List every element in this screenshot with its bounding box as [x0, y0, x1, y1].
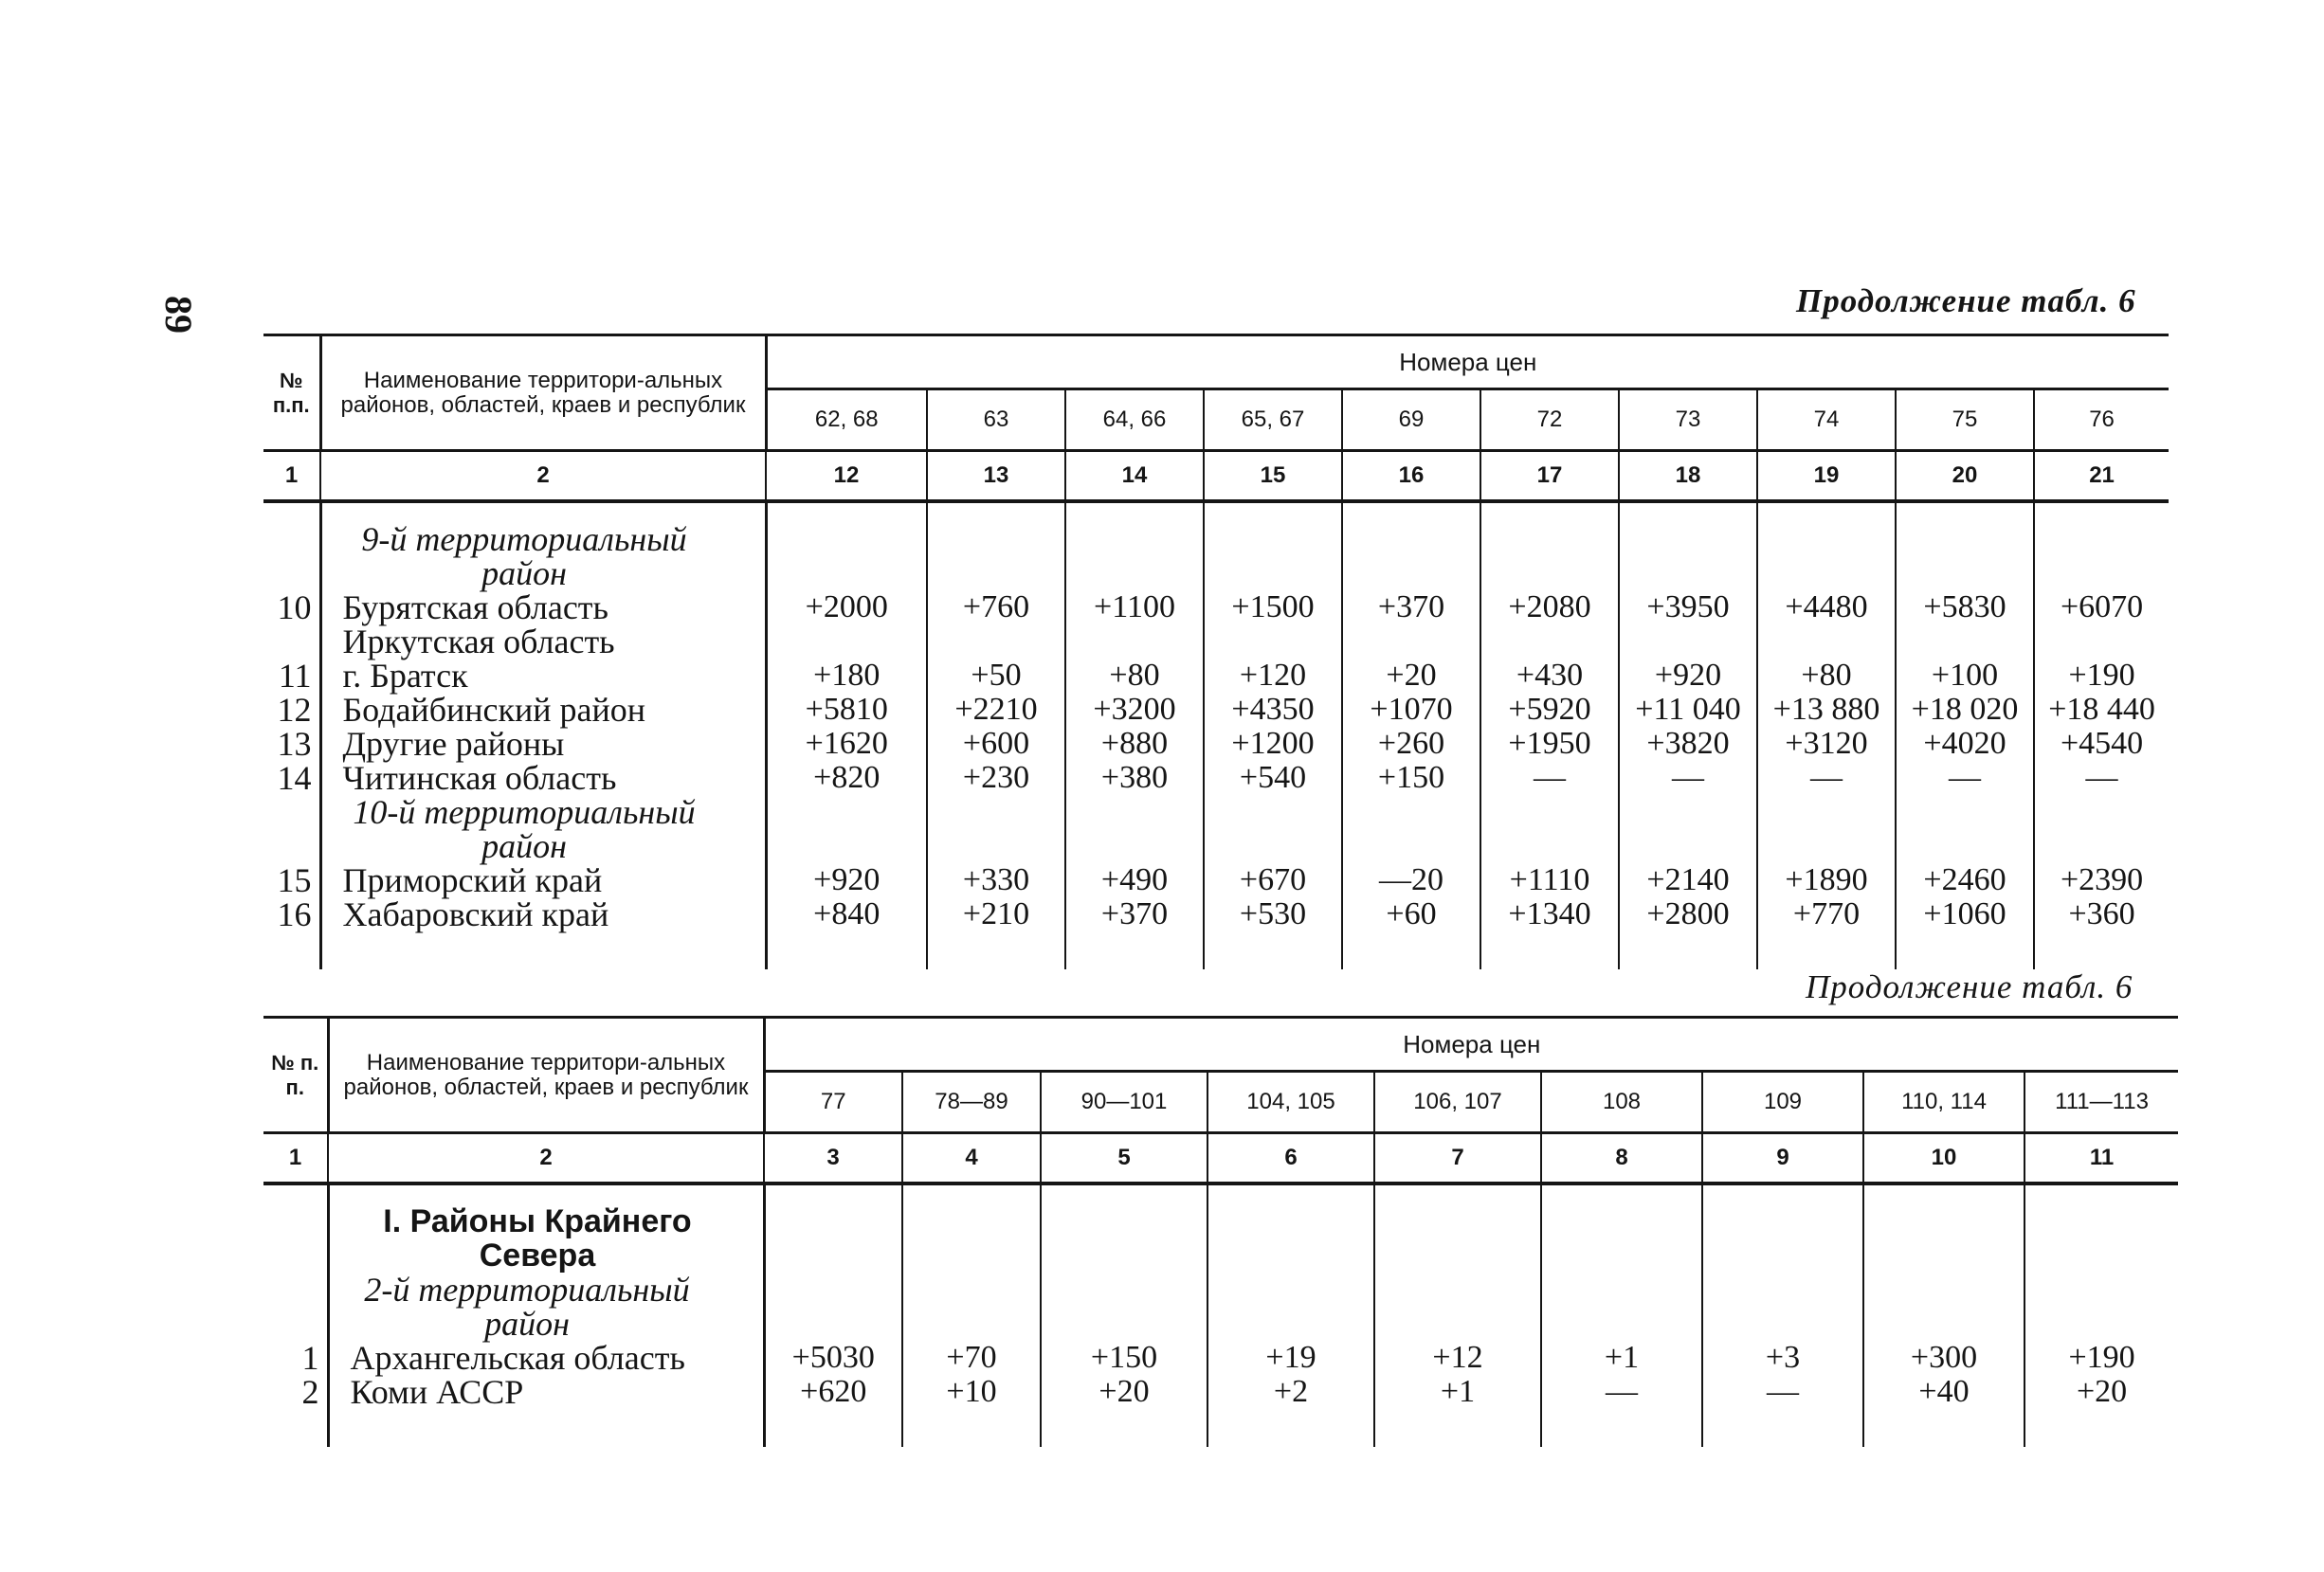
value-cell: —	[1480, 761, 1619, 795]
value-cell: +150	[1342, 761, 1480, 795]
table-caption: Продолжение табл. 6	[1806, 968, 2133, 1005]
value-cell: +3120	[1757, 727, 1896, 761]
value-cell: +60	[1342, 897, 1480, 931]
value-cell: —	[1757, 761, 1896, 795]
value-cell	[1374, 1204, 1541, 1273]
spacer-cell	[764, 1184, 902, 1204]
value-cell: +540	[1204, 761, 1342, 795]
spacer-cell	[1204, 501, 1342, 522]
value-cell: +6070	[2060, 589, 2144, 624]
value-cell: +920	[766, 863, 927, 897]
value-cell	[927, 795, 1065, 863]
value-cell: +190	[2068, 658, 2135, 693]
spacer-cell	[328, 1184, 764, 1204]
value-cell: +2390	[2060, 862, 2144, 897]
index-cell: 21	[2034, 451, 2169, 502]
value-cell: +530	[1204, 897, 1342, 931]
value-cell	[2034, 795, 2169, 863]
table-row	[263, 1341, 2178, 1375]
value-cell: +180	[766, 659, 927, 693]
spacer-cell	[320, 501, 766, 522]
value-cell	[1342, 795, 1480, 863]
row-number: 13	[263, 727, 320, 761]
value-cell: +3950	[1619, 590, 1757, 624]
section-heading: 9-й территориальный район	[320, 522, 766, 590]
table-row	[263, 727, 2169, 761]
column-header: 77	[764, 1072, 902, 1133]
spacer-cell	[1863, 1409, 2024, 1447]
value-cell	[1863, 1273, 2024, 1341]
value-cell: +760	[927, 590, 1065, 624]
spacer-cell	[766, 501, 927, 522]
spacer-cell	[1896, 931, 2034, 969]
value-cell	[1863, 1204, 2024, 1273]
table-row	[263, 590, 2169, 624]
column-header: 109	[1702, 1072, 1863, 1133]
table-row	[263, 659, 2169, 693]
index-cell: 14	[1065, 451, 1204, 502]
value-cell: +2210	[927, 693, 1065, 727]
value-cell	[1757, 624, 1896, 659]
row-number	[263, 624, 320, 659]
spacer-cell	[1041, 1409, 1207, 1447]
value-cell: +13 880	[1757, 693, 1896, 727]
section-heading: I. Районы Крайнего Севера	[328, 1204, 764, 1273]
value-cell	[1896, 795, 2034, 863]
table-row	[263, 761, 2169, 795]
value-cell	[1065, 522, 1204, 590]
spacer-cell	[1619, 501, 1757, 522]
value-cell	[902, 1273, 1041, 1341]
region-name: Другие районы	[320, 727, 766, 761]
value-cell	[1480, 795, 1619, 863]
column-header: 73	[1619, 389, 1757, 451]
value-cell	[2034, 624, 2169, 659]
spacer-cell	[263, 931, 320, 969]
section-heading: 2-й территориальный район	[328, 1273, 764, 1341]
index-cell: 13	[927, 451, 1065, 502]
index-cell: 15	[1204, 451, 1342, 502]
row-number: 15	[263, 863, 320, 897]
region-name: Бурятская область	[320, 590, 766, 624]
column-header: 106, 107	[1374, 1072, 1541, 1133]
spacer-cell	[902, 1409, 1041, 1447]
price-table	[263, 1016, 2178, 1447]
value-cell: +12	[1374, 1341, 1541, 1375]
value-cell: +20	[1041, 1375, 1207, 1409]
column-header: 90—101	[1041, 1072, 1207, 1133]
spacer-cell	[766, 931, 927, 969]
spacer-cell	[263, 1184, 328, 1204]
spacer-cell	[1065, 501, 1204, 522]
value-cell: +18 020	[1896, 693, 2034, 727]
value-cell: +20	[2076, 1374, 2128, 1409]
row-number	[263, 522, 320, 590]
value-cell	[1541, 1204, 1702, 1273]
value-cell: +360	[2068, 896, 2135, 931]
value-cell: —	[1619, 761, 1757, 795]
value-cell: —	[1896, 761, 2034, 795]
spacer-cell	[927, 501, 1065, 522]
region-name: Хабаровский край	[320, 897, 766, 931]
spacer-cell	[927, 931, 1065, 969]
value-cell: +70	[902, 1341, 1041, 1375]
spacer-cell	[1541, 1184, 1702, 1204]
row-number: 14	[263, 761, 320, 795]
index-cell: 3	[764, 1133, 902, 1184]
spacer-cell	[1342, 501, 1480, 522]
region-name: Иркутская область	[320, 624, 766, 659]
column-header: 104, 105	[1207, 1072, 1374, 1133]
value-cell	[2024, 1273, 2178, 1341]
value-cell	[902, 1204, 1041, 1273]
header-group: Номера цен	[764, 1018, 2178, 1072]
region-name: Коми АССР	[328, 1375, 764, 1409]
index-cell: 19	[1757, 451, 1896, 502]
index-cell: 12	[766, 451, 927, 502]
value-cell	[1374, 1273, 1541, 1341]
value-cell: +2	[1207, 1375, 1374, 1409]
value-cell: +100	[1896, 659, 2034, 693]
value-cell: +2080	[1480, 590, 1619, 624]
value-cell: +1340	[1480, 897, 1619, 931]
index-cell: 16	[1342, 451, 1480, 502]
value-cell: +3	[1702, 1341, 1863, 1375]
value-cell: +230	[927, 761, 1065, 795]
value-cell: +190	[2068, 1340, 2135, 1375]
value-cell	[1065, 795, 1204, 863]
header-num: № п.п.	[263, 335, 320, 451]
value-cell: +80	[1065, 659, 1204, 693]
table-row	[263, 863, 2169, 897]
column-header: 65, 67	[1204, 389, 1342, 451]
value-cell	[2024, 1204, 2178, 1273]
value-cell: +820	[766, 761, 927, 795]
value-cell: +20	[1342, 659, 1480, 693]
spacer-cell	[2024, 1409, 2178, 1447]
value-cell: +18 440	[2048, 692, 2155, 727]
value-cell	[1619, 624, 1757, 659]
spacer-cell	[1757, 931, 1896, 969]
row-number	[263, 1273, 328, 1341]
value-cell: +300	[1863, 1341, 2024, 1375]
value-cell: +40	[1863, 1375, 2024, 1409]
spacer-cell	[1863, 1184, 2024, 1204]
value-cell: +5810	[766, 693, 927, 727]
index-cell: 20	[1896, 451, 2034, 502]
table-row	[263, 522, 2169, 590]
index-cell: 2	[320, 451, 766, 502]
value-cell	[1896, 522, 2034, 590]
value-cell	[927, 522, 1065, 590]
column-header: 63	[927, 389, 1065, 451]
region-name: Читинская область	[320, 761, 766, 795]
spacer-cell	[2024, 1184, 2178, 1204]
spacer-cell	[1541, 1409, 1702, 1447]
value-cell	[1204, 522, 1342, 590]
value-cell	[927, 624, 1065, 659]
column-header: 75	[1896, 389, 2034, 451]
value-cell: +1	[1374, 1375, 1541, 1409]
index-cell: 4	[902, 1133, 1041, 1184]
spacer-cell	[764, 1409, 902, 1447]
value-cell: +330	[927, 863, 1065, 897]
region-name: Архангельская область	[328, 1341, 764, 1375]
index-cell: 8	[1541, 1133, 1702, 1184]
value-cell	[1619, 522, 1757, 590]
value-cell: +150	[1041, 1341, 1207, 1375]
value-cell: +770	[1757, 897, 1896, 931]
row-number: 16	[263, 897, 320, 931]
value-cell	[1065, 624, 1204, 659]
table-row	[263, 624, 2169, 659]
index-cell: 2	[328, 1133, 764, 1184]
value-cell	[1757, 795, 1896, 863]
header-name: Наименование территори-альных районов, областей, краев и республик	[328, 1018, 764, 1133]
value-cell: +2000	[766, 590, 927, 624]
table-row	[263, 693, 2169, 727]
region-name: Бодайбинский район	[320, 693, 766, 727]
spacer-cell	[1342, 931, 1480, 969]
value-cell	[1204, 624, 1342, 659]
value-cell: +430	[1480, 659, 1619, 693]
value-cell: +1	[1541, 1341, 1702, 1375]
spacer-cell	[1041, 1184, 1207, 1204]
value-cell	[766, 522, 927, 590]
row-number: 2	[263, 1375, 328, 1409]
row-number: 12	[263, 693, 320, 727]
value-cell	[1207, 1204, 1374, 1273]
column-header: 69	[1342, 389, 1480, 451]
row-number: 1	[263, 1341, 328, 1375]
section-heading: 10-й территориальный район	[320, 795, 766, 863]
value-cell	[1896, 624, 2034, 659]
index-cell: 11	[2024, 1133, 2178, 1184]
value-cell	[1619, 795, 1757, 863]
column-header: 76	[2089, 407, 2115, 432]
value-cell: +370	[1342, 590, 1480, 624]
column-header: 64, 66	[1065, 389, 1204, 451]
value-cell: +490	[1065, 863, 1204, 897]
table-row	[263, 1204, 2178, 1273]
value-cell: +120	[1204, 659, 1342, 693]
spacer-cell	[1207, 1184, 1374, 1204]
spacer-cell	[1702, 1409, 1863, 1447]
spacer-cell	[263, 501, 320, 522]
spacer-cell	[902, 1184, 1041, 1204]
value-cell: +1200	[1204, 727, 1342, 761]
index-cell: 7	[1374, 1133, 1541, 1184]
value-cell: +5920	[1480, 693, 1619, 727]
value-cell: +620	[764, 1375, 902, 1409]
value-cell: +600	[927, 727, 1065, 761]
spacer-cell	[1374, 1409, 1541, 1447]
spacer-cell	[1480, 501, 1619, 522]
index-cell: 9	[1702, 1133, 1863, 1184]
value-cell: +1950	[1480, 727, 1619, 761]
spacer-cell	[1480, 931, 1619, 969]
row-number: 10	[263, 590, 320, 624]
value-cell	[1541, 1273, 1702, 1341]
spacer-cell	[328, 1409, 764, 1447]
region-name: г. Братск	[320, 659, 766, 693]
value-cell	[1041, 1204, 1207, 1273]
value-cell: +3200	[1065, 693, 1204, 727]
page-number: 89	[157, 296, 200, 334]
row-number	[263, 795, 320, 863]
spacer-cell	[2034, 501, 2169, 522]
column-header: 108	[1541, 1072, 1702, 1133]
value-cell	[1480, 624, 1619, 659]
value-cell	[2034, 522, 2169, 590]
column-header: 111—113	[2055, 1089, 2149, 1114]
column-header: 72	[1480, 389, 1619, 451]
value-cell	[1204, 795, 1342, 863]
value-cell	[1702, 1273, 1863, 1341]
value-cell	[764, 1204, 902, 1273]
value-cell	[1702, 1204, 1863, 1273]
value-cell: +2800	[1619, 897, 1757, 931]
value-cell	[1207, 1273, 1374, 1341]
value-cell	[1342, 624, 1480, 659]
value-cell	[764, 1273, 902, 1341]
spacer-cell	[263, 1409, 328, 1447]
spacer-cell	[1374, 1184, 1541, 1204]
region-name: Приморский край	[320, 863, 766, 897]
table-row	[263, 795, 2169, 863]
value-cell: —20	[1342, 863, 1480, 897]
column-header: 62, 68	[766, 389, 927, 451]
value-cell	[1041, 1273, 1207, 1341]
index-cell: 18	[1619, 451, 1757, 502]
index-cell: 17	[1480, 451, 1619, 502]
index-cell: 1	[263, 451, 320, 502]
value-cell: +210	[927, 897, 1065, 931]
value-cell: +840	[766, 897, 927, 931]
spacer-cell	[320, 931, 766, 969]
value-cell: +1890	[1757, 863, 1896, 897]
value-cell: +2140	[1619, 863, 1757, 897]
value-cell	[766, 624, 927, 659]
value-cell: +1060	[1896, 897, 2034, 931]
value-cell: +4020	[1896, 727, 2034, 761]
value-cell: +880	[1065, 727, 1204, 761]
value-cell: +1500	[1204, 590, 1342, 624]
value-cell: +5830	[1896, 590, 2034, 624]
value-cell: +1100	[1065, 590, 1204, 624]
table-caption: Продолжение табл. 6	[1796, 282, 2136, 319]
value-cell: +260	[1342, 727, 1480, 761]
table-row	[263, 1273, 2178, 1341]
value-cell: +19	[1207, 1341, 1374, 1375]
value-cell: —	[2085, 760, 2118, 795]
value-cell: +380	[1065, 761, 1204, 795]
spacer-cell	[1065, 931, 1204, 969]
spacer-cell	[1757, 501, 1896, 522]
table-row	[263, 897, 2169, 931]
value-cell: —	[1702, 1375, 1863, 1409]
value-cell: +5030	[764, 1341, 902, 1375]
value-cell: +1620	[766, 727, 927, 761]
row-number	[263, 1204, 328, 1273]
value-cell	[1480, 522, 1619, 590]
value-cell	[766, 795, 927, 863]
value-cell: +920	[1619, 659, 1757, 693]
value-cell: +10	[902, 1375, 1041, 1409]
row-number: 11	[263, 659, 320, 693]
column-header: 78—89	[902, 1072, 1041, 1133]
spacer-cell	[1619, 931, 1757, 969]
value-cell: —	[1541, 1375, 1702, 1409]
value-cell: +11 040	[1619, 693, 1757, 727]
index-cell: 10	[1863, 1133, 2024, 1184]
spacer-cell	[1702, 1184, 1863, 1204]
spacer-cell	[2034, 931, 2169, 969]
spacer-cell	[1204, 931, 1342, 969]
column-header: 74	[1757, 389, 1896, 451]
index-cell: 5	[1041, 1133, 1207, 1184]
value-cell: +50	[927, 659, 1065, 693]
value-cell: +4540	[2060, 726, 2144, 761]
table-row	[263, 1375, 2178, 1409]
value-cell: +4480	[1757, 590, 1896, 624]
value-cell: +670	[1204, 863, 1342, 897]
value-cell: +1110	[1480, 863, 1619, 897]
header-name: Наименование территори-альных районов, областей, краев и республик	[320, 335, 766, 451]
value-cell: +370	[1065, 897, 1204, 931]
index-cell: 6	[1207, 1133, 1374, 1184]
value-cell	[1757, 522, 1896, 590]
spacer-cell	[1896, 501, 2034, 522]
value-cell	[1342, 522, 1480, 590]
value-cell: +1070	[1342, 693, 1480, 727]
value-cell: +80	[1757, 659, 1896, 693]
column-header: 110, 114	[1863, 1072, 2024, 1133]
header-group: Номера цен	[766, 335, 2169, 389]
header-num: № п. п.	[263, 1018, 328, 1133]
value-cell: +4350	[1204, 693, 1342, 727]
price-table	[263, 334, 2169, 969]
index-cell: 1	[263, 1133, 328, 1184]
value-cell: +3820	[1619, 727, 1757, 761]
value-cell: +2460	[1896, 863, 2034, 897]
spacer-cell	[1207, 1409, 1374, 1447]
